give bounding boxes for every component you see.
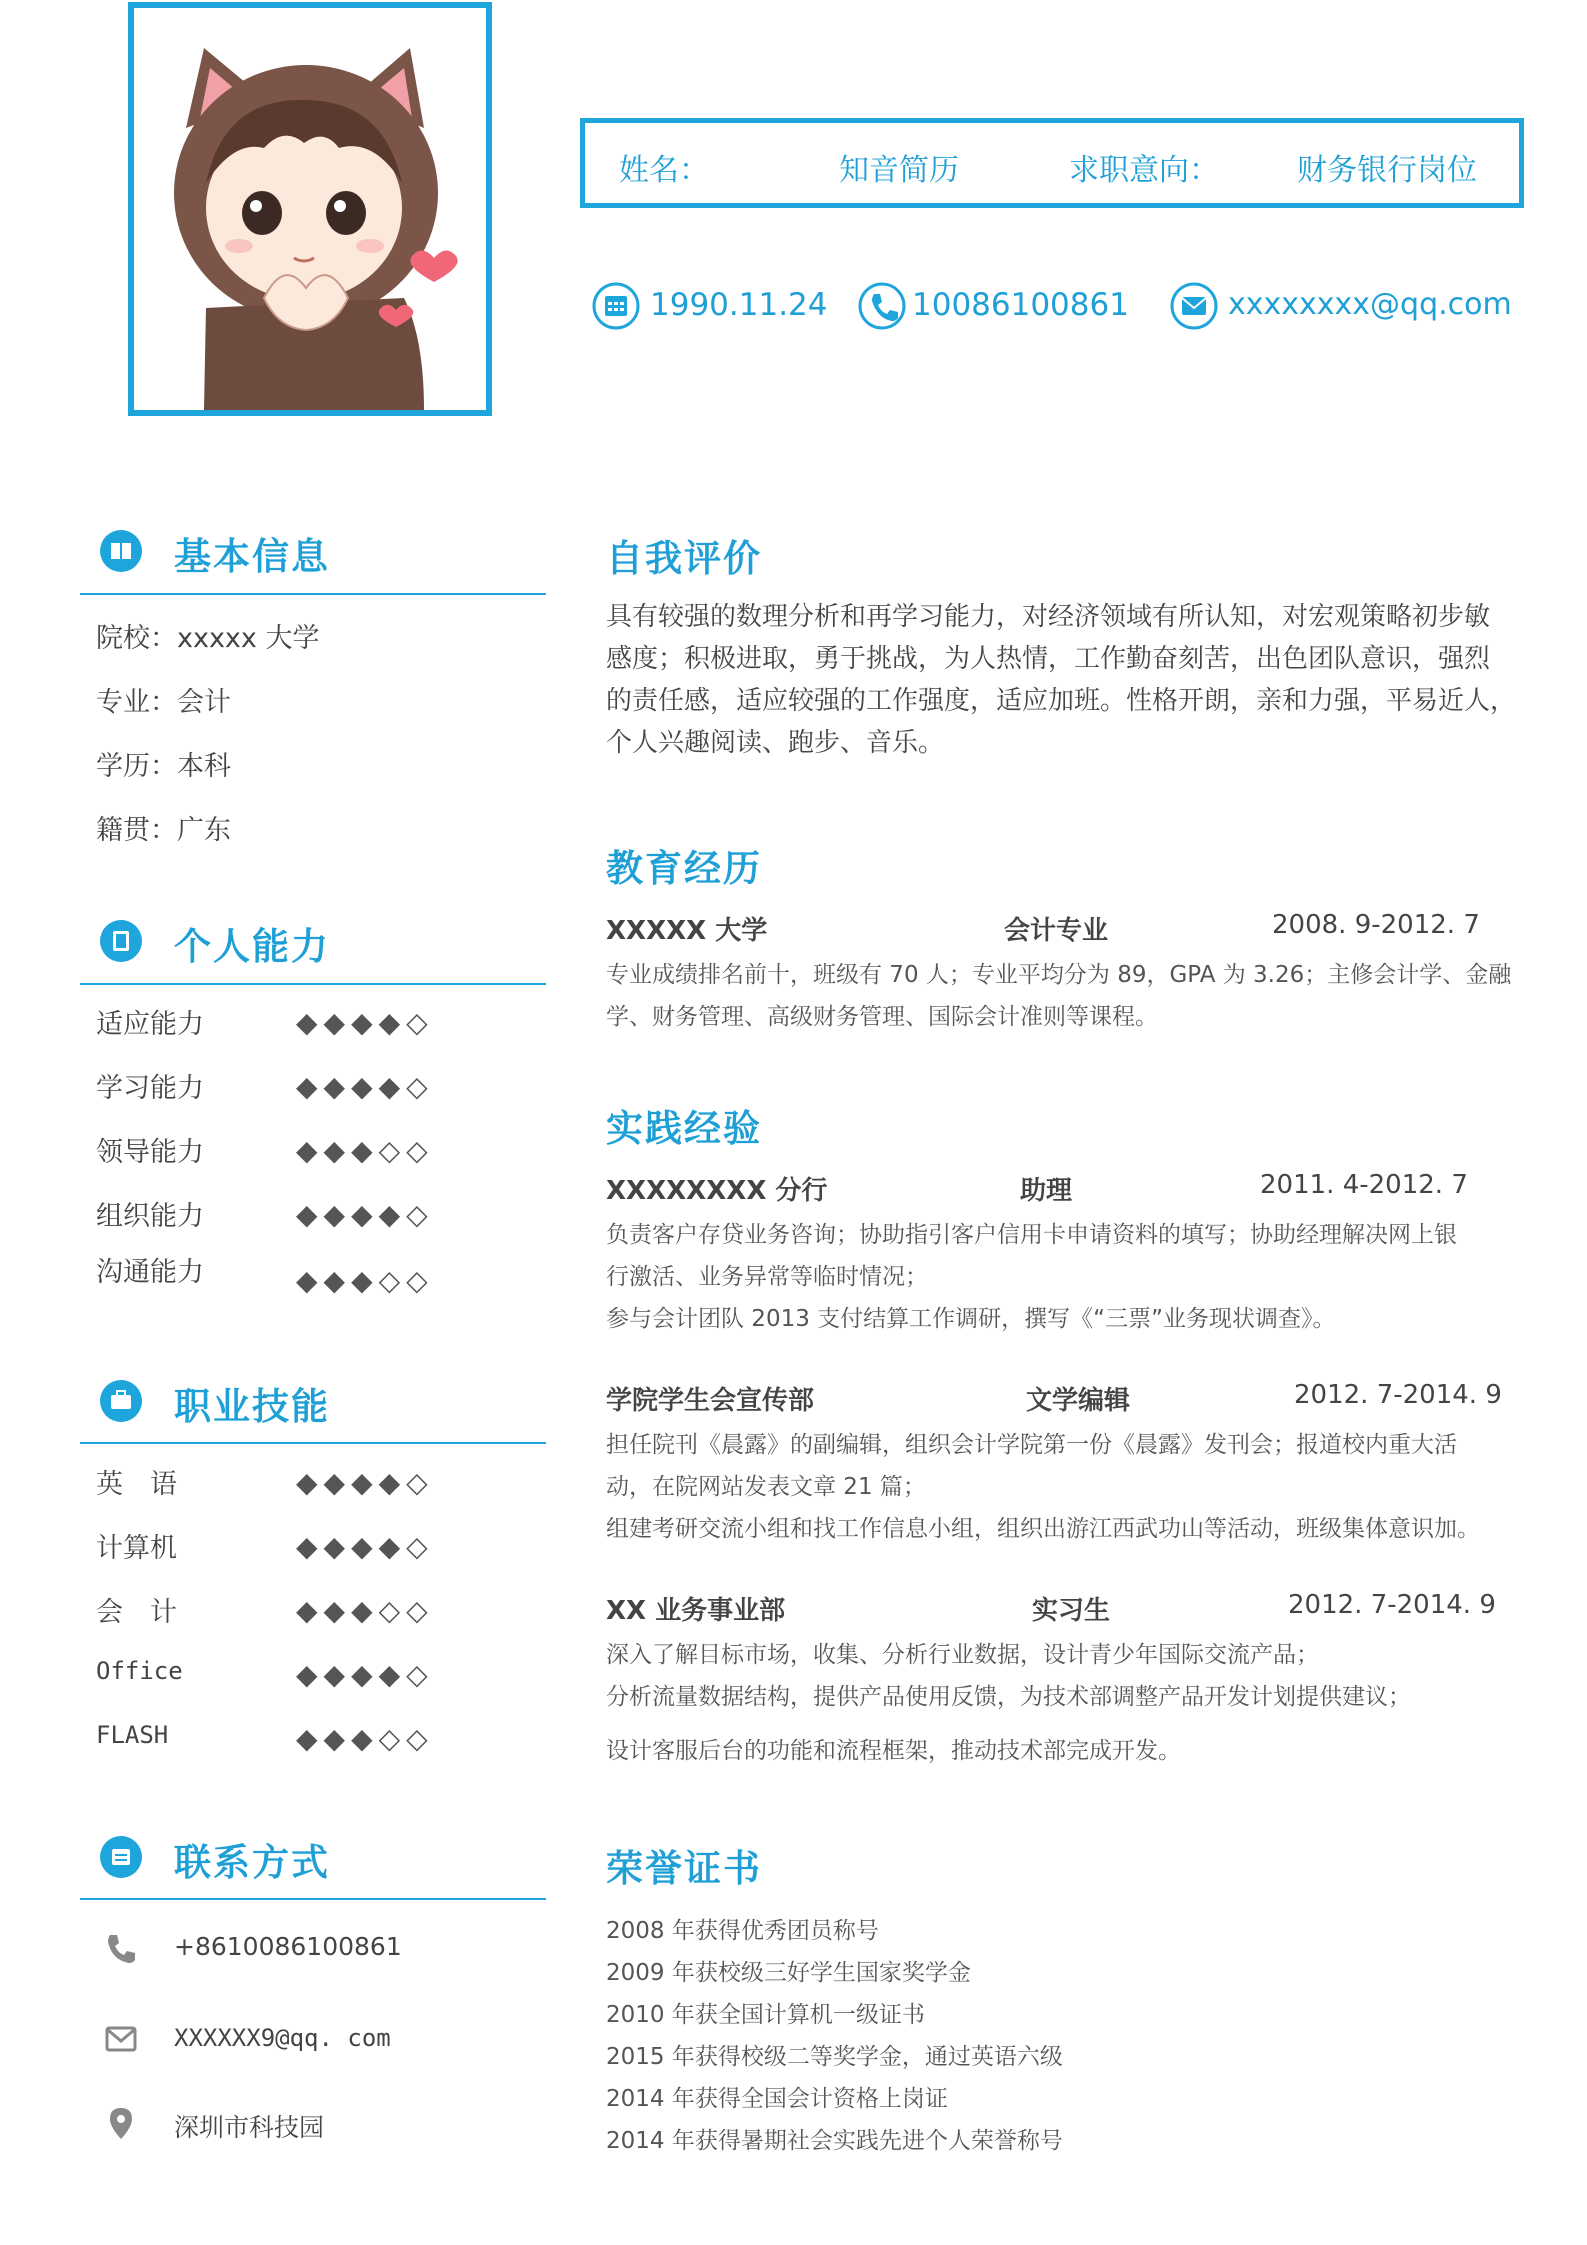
honor-item: 2008 年获得优秀团员称号 <box>606 1918 879 1944</box>
email-info <box>1170 282 1512 334</box>
self-eval-text <box>606 596 1516 764</box>
ability-label: 适应能力 <box>96 1009 204 1040</box>
ability-rating: ◆◆◆◆◇ <box>296 1070 434 1103</box>
ability-rating: ◆◆◆◇◇ <box>296 1134 434 1167</box>
self-eval-line: 感度；积极进取，勇于挑战，为人热情，工作勤奋刻苦，出色团队意识，强烈 <box>606 644 1491 674</box>
experience-title: 实践经验 <box>606 1107 762 1150</box>
phone-info <box>858 282 1138 334</box>
profile-photo <box>128 2 492 416</box>
experience-header <box>606 1170 1506 1204</box>
experience-line: 动，在院网站发表文章 21 篇； <box>606 1474 926 1500</box>
ability-label: 沟通能力 <box>96 1257 204 1288</box>
info-major: 专业：会计 <box>96 687 231 718</box>
education-line: 专业成绩排名前十，班级有 70 人；专业平均分为 89，GPA 为 3.26；主修会计学、金融 <box>606 962 1512 988</box>
info-school: 院校：xxxxx 大学 <box>96 623 320 654</box>
honor-item: 2014 年获得暑期社会实践先进个人荣誉称号 <box>606 2128 1063 2154</box>
experience-line: 担任院刊《晨露》的副编辑，组织会计学院第一份《晨露》发刊会；报道校内重大活 <box>606 1432 1457 1458</box>
experience-header <box>606 1590 1506 1624</box>
experience-org: XX 业务事业部 <box>606 1596 786 1626</box>
info-degree: 学历：本科 <box>96 751 231 782</box>
skill-label: FLASH <box>96 1721 169 1749</box>
experience-line: 分析流量数据结构，提供产品使用反馈，为技术部调整产品开发计划提供建议； <box>606 1684 1411 1710</box>
ability-row <box>96 1066 476 1106</box>
ability-row <box>96 1130 476 1170</box>
experience-header <box>606 1380 1506 1414</box>
email-address: xxxxxxxx@qq.com <box>1228 287 1512 322</box>
ability-rating: ◆◆◆◆◇ <box>296 1198 434 1231</box>
skill-label: 会 计 <box>96 1597 177 1628</box>
ability-label: 领导能力 <box>96 1137 204 1168</box>
skill-label: 计算机 <box>96 1533 177 1564</box>
contact-phone: +8610086100861 <box>174 1932 402 1961</box>
ability-label: 学习能力 <box>96 1073 204 1104</box>
skill-rating: ◆◆◆◆◇ <box>296 1530 434 1563</box>
birth-info <box>592 282 832 334</box>
experience-role: 助理 <box>1020 1176 1073 1206</box>
experience-line: 行激活、业务异常等临时情况； <box>606 1264 928 1290</box>
skill-row <box>96 1718 476 1758</box>
education-header <box>606 910 1506 944</box>
calendar-icon <box>592 282 640 330</box>
self-eval-title: 自我评价 <box>606 537 762 580</box>
ability-row <box>96 1194 476 1234</box>
major-name: 会计专业 <box>1004 916 1109 946</box>
skill-row <box>96 1526 476 1566</box>
skill-rating: ◆◆◆◆◇ <box>296 1466 434 1499</box>
name-intent-box <box>580 118 1524 208</box>
experience-org: XXXXXXXX 分行 <box>606 1176 828 1206</box>
school-name: XXXXX 大学 <box>606 916 768 946</box>
experience-line: 参与会计团队 2013 支付结算工作调研，撰写《“三票”业务现状调查》。 <box>606 1306 1336 1332</box>
skill-label: Office <box>96 1657 183 1685</box>
name-label: 姓名： <box>619 153 709 188</box>
experience-line: 组建考研交流小组和找工作信息小组，组织出游江西武功山等活动，班级集体意识加。 <box>606 1516 1480 1542</box>
skill-row <box>96 1654 476 1694</box>
skill-label: 英 语 <box>96 1469 177 1500</box>
intent-label: 求职意向： <box>1069 153 1219 188</box>
honor-item: 2009 年获校级三好学生国家奖学金 <box>606 1960 971 1986</box>
ability-label: 组织能力 <box>96 1201 204 1232</box>
ability-rating: ◆◆◆◇◇ <box>296 1264 434 1297</box>
skill-rating: ◆◆◆◇◇ <box>296 1722 434 1755</box>
experience-period: 2011. 4-2012. 7 <box>1260 1170 1468 1200</box>
experience-line: 负责客户存贷业务咨询；协助指引客户信用卡申请资料的填写；协助经理解决网上银 <box>606 1222 1457 1248</box>
contact-email: XXXXXX9@qq. com <box>174 2024 391 2052</box>
divider <box>80 1442 546 1444</box>
briefcase-icon <box>100 1380 142 1422</box>
contact-title: 联系方式 <box>174 1841 330 1884</box>
experience-role: 文学编辑 <box>1026 1386 1131 1416</box>
ability-rating: ◆◆◆◆◇ <box>296 1006 434 1039</box>
experience-line: 深入了解目标市场，收集、分析行业数据，设计青少年国际交流产品； <box>606 1642 1319 1668</box>
experience-period: 2012. 7-2014. 9 <box>1288 1590 1496 1620</box>
mail-icon <box>104 2022 138 2056</box>
skills-title: 职业技能 <box>174 1385 330 1428</box>
location-pin-icon <box>104 2106 138 2140</box>
contact-address: 深圳市科技园 <box>174 2113 325 2142</box>
honor-item: 2010 年获全国计算机一级证书 <box>606 2002 925 2028</box>
notebook-icon <box>100 920 142 962</box>
self-eval-line: 个人兴趣阅读、跑步、音乐。 <box>606 728 945 758</box>
info-hometown: 籍贯：广东 <box>96 815 231 846</box>
phone-icon <box>104 1932 138 1966</box>
self-eval-line: 的责任感，适应较强的工作强度，适应加班。性格开朗，亲和力强，平易近人， <box>606 686 1517 716</box>
name-value: 知音简历 <box>839 153 959 188</box>
intent-value: 财务银行岗位 <box>1297 153 1477 188</box>
education-line: 学、财务管理、高级财务管理、国际会计准则等课程。 <box>606 1004 1158 1030</box>
experience-role: 实习生 <box>1032 1596 1111 1626</box>
divider <box>80 1898 546 1900</box>
phone-icon <box>858 282 906 330</box>
education-period: 2008. 9-2012. 7 <box>1272 910 1480 940</box>
honor-item: 2015 年获得校级二等奖学金，通过英语六级 <box>606 2044 1063 2070</box>
experience-org: 学院学生会宣传部 <box>606 1386 815 1416</box>
calendar-icon <box>100 1836 142 1878</box>
skill-rating: ◆◆◆◆◇ <box>296 1658 434 1691</box>
skill-row <box>96 1462 476 1502</box>
divider <box>80 593 546 595</box>
birth-date: 1990.11.24 <box>650 287 828 323</box>
skill-rating: ◆◆◆◇◇ <box>296 1594 434 1627</box>
skill-row <box>96 1590 476 1630</box>
book-icon <box>100 530 142 572</box>
honors-title: 荣誉证书 <box>606 1847 762 1890</box>
mail-icon <box>1170 282 1218 330</box>
experience-period: 2012. 7-2014. 9 <box>1294 1380 1502 1410</box>
experience-line: 设计客服后台的功能和流程框架，推动技术部完成开发。 <box>606 1738 1181 1764</box>
basic-info-title: 基本信息 <box>174 535 330 578</box>
divider <box>80 983 546 985</box>
self-eval-line: 具有较强的数理分析和再学习能力，对经济领域有所认知，对宏观策略初步敏 <box>606 602 1491 632</box>
phone-number: 10086100861 <box>912 287 1129 323</box>
ability-row <box>96 1002 476 1042</box>
ability-row <box>96 1250 476 1297</box>
avatar-illustration <box>134 8 486 410</box>
abilities-title: 个人能力 <box>174 925 330 968</box>
education-title: 教育经历 <box>606 847 762 890</box>
honor-item: 2014 年获得全国会计资格上岗证 <box>606 2086 948 2112</box>
